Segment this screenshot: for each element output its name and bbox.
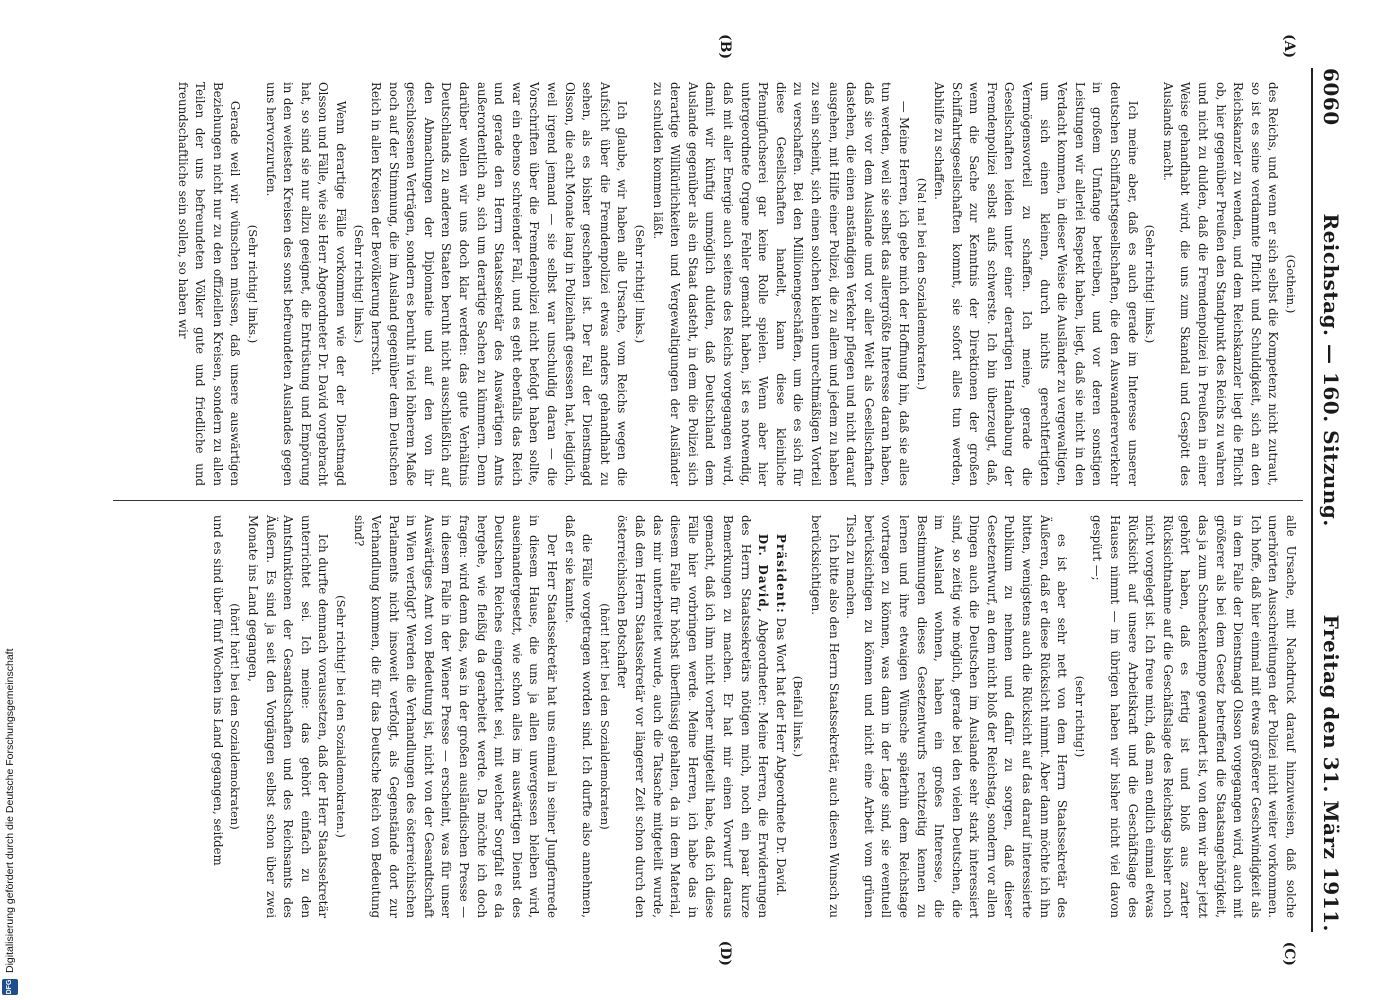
- interjection: [1070, 515, 1088, 918]
- speaker-name: Dr. David,: [756, 533, 771, 614]
- page-number: 6060: [1319, 68, 1343, 126]
- interjection: [1141, 82, 1159, 486]
- paragraph-text: Ich bitte also den Herrn Staatssekretär, auch diesen Wunsch zu berücksichtigen.: [808, 515, 841, 918]
- page-title: Reichstag. — 160. Sitzung.: [1319, 213, 1343, 527]
- interjection: [243, 82, 261, 486]
- paragraph-text: (Beifall links.): [791, 675, 806, 758]
- paragraph-text: alle Ursache, mit Nachdruck darauf hinzuweisen, daß solche unerhörten Ausschreitungen der Polizei nicht weiter vorkommen. Ich hoffe, daß hier einmal mit etwas größerer Geschwindigkeit als in dem Falle der Dienstmagd Olsson vorgegangen wird, auch mit größerer als bei dem Gesetz betreffend die Staatsangehörigkeit, das ja zum Schneckentempo gewandert ist, von dem wir aber jetzt gehört haben, daß es fertig ist und bloß aus zarter Rücksichtnahme auf die Geschäftslage des Reichstags bisher noch nicht vorgelegt ist. Ich freue mich, daß man endlich einmal etwas Rücksicht auf unsere Arbeitskraft und die Geschäftslage des Hauses nimmt — im übrigen haben wir bisher nicht viel davon gespürt —;: [1090, 515, 1298, 918]
- paragraph-text: (sehr richtig!): [1072, 675, 1087, 758]
- paragraph-text: (Sehr richtig! links.): [1143, 224, 1158, 344]
- interjection: [630, 82, 648, 486]
- dfg-logo-icon: DFG: [2, 979, 18, 995]
- paragraph-text: (Gothein.): [1284, 254, 1298, 314]
- paragraph: [771, 515, 789, 918]
- footer-credit-text: Digitalisierung gefördert durch die Deutsche Forschungsgemeinschaft: [4, 648, 16, 973]
- margin-marker-a: (A): [1281, 34, 1297, 59]
- margin-marker-c: (C): [1281, 941, 1297, 966]
- interjection: [349, 82, 367, 486]
- paragraph: [613, 515, 771, 918]
- paragraph-text: Ich glaube, wir haben alle Ursache, vom Reichs wegen die Aufsicht über die Fremdenpolizei etwas anders gehandhabt zu sehen, als es bisher geschehen ist. Der Fall der Dienstmagd Olsson, die acht Monate lang in Polizeihaft gesessen hat, lediglich, weil irgend jemand — sie selbst war unschuldig daran — die Vorschriften über die Fremdenpolizei nicht befolgt haben sollte, war ein ebenso schreiender Fall, und es geht ebenfalls das Reich und gerade den Herrn Staatssekretär des Auswärtigen Amts außerordentlich an, sich um derartige Sachen zu kümmern. Denn darüber wollen wir uns doch klar werden: das gute Verhältnis Deutschlands zu anderen Staaten beruht nicht ausschließlich auf den Abmachungen der Diplomatie und auf den von ihr geschlossenen Verträgen, sondern es beruht in viel höherem Maße noch auf der Stimmung, die im Ausland gegenüber dem Deutschen Reich in allen Kreisen der Bevölkerung herrscht.: [369, 82, 630, 486]
- header-rule: [1311, 68, 1313, 932]
- margin-marker-d: (D): [717, 940, 733, 966]
- paragraph-text: (Na! na! bei den Sozialdemokraten.): [914, 177, 929, 391]
- paragraph-text: (hört! hört! bei den Sozialdemokraten): [597, 603, 612, 830]
- footer-credit: [0, 620, 20, 995]
- paragraph: [367, 82, 631, 486]
- paragraph-text: und es sind über fünf Wochen ins Land gegangen, seitdem: [210, 515, 225, 866]
- paragraph: [349, 515, 560, 918]
- paragraph-text: Wenn derartige Fälle vorkommen wie der der Dienstmagd Olsson und Fälle, wie sie Herr Abgeordneter Dr. David vorgebracht hat, so sind sie nur allzu geeignet, die Entrüstung und Empörung in den weitesten Kreisen des sonst befreundeten Auslandes gegen uns hervorzurufen.: [263, 82, 348, 486]
- interjection: [331, 515, 349, 918]
- interjection: [1281, 82, 1299, 486]
- interjection: [226, 515, 244, 918]
- paragraph: [1088, 515, 1299, 918]
- paragraph: [560, 515, 595, 918]
- speaker-name: Präsident:: [773, 533, 788, 614]
- paragraph-text: (Sehr richtig! links.): [633, 224, 648, 344]
- interjection: [789, 515, 807, 918]
- paragraph-text: Das Wort hat der Herr Abgeordnete Dr. David.: [773, 617, 788, 897]
- paragraph-text: des Reichs, und wenn er sich selbst die Kompetenz nicht zutraut, so ist es seine verdammte Pflicht und Schuldigkeit, sich an den Reichskanzler zu wenden, und dem Reichskanzler liegt die Pflicht ob, hier gegenüber Preußen den Standpunkt des Reichs zu wahren und nicht zu dulden, daß die Fremdenpolizei in Preußen in einer Weise gehandhabt wird, die uns zum Skandal und Gespött des Auslands macht.: [1160, 82, 1281, 486]
- paragraph-text: es ist aber sehr nett von dem Herrn Staatssekretär des Äußeren, daß er diese Rücksicht nimmt. Aber dann möchte ich ihn bitten, wenigstens auch die Rücksicht auf das darauf interessierte Publikum zu nehmen und dafür zu sorgen, daß dieser Gesetzentwurf, an dem nicht bloß der Reichstag, sondern vor allen Dingen auch die Deutschen im Auslande sehr stark interessiert sind, so zeitig wie möglich, gerade bei den vielen Deutschen, die im Ausland wohnen, haben ein großes Interesse, die Bestimmungen dieses Gesetzentwurfs rechtzeitig kennen zu lernen und ihre etwaigen Wünsche späterhin dem Reichstage vortragen zu können, was dann in der Lage sind, sie eventuell berücksichtigen zu können und nicht eine Arbeit vom grünen Tisch zu machen.: [844, 515, 1070, 918]
- paragraph: [930, 82, 1141, 486]
- paragraph: [806, 515, 841, 918]
- paragraph-text: Abgeordneter: Meine Herren, die Erwiderungen des Herrn Staatssekretärs nötigen mich, noch ein paar kurze Bemerkungen zu machen. Er hat mir einen Vorwurf daraus gemacht, daß ich ihm nicht vorher mitgeteilt habe, daß ich diese Fälle hier vorbringen werde. Meine Herren, ich habe das in diesem Falle für höchst überflüssig gehalten, da in dem Material, das mir unterbreitet wurde, auch die Tatsache mitgeteilt wurde, daß dem Herrn Staatssekretär vor längerer Zeit schon durch den österreichischen Botschafter: [615, 515, 771, 918]
- paragraph: [1158, 82, 1281, 486]
- paragraph: [648, 82, 912, 486]
- paragraph-text: — Meine Herren, ich gebe mich der Hoffnung hin, daß sie alles tun werden, weil sie selbst das allergrößte Interesse daran haben, daß sie vor dem Auslande und vor aller Welt als Gesellschaften dastehen, die einen anständigen Verkehr pflegen und nicht darauf ausgehen, mit Hilfe einer Polizei, die zu allem und jedem zu haben zu sein scheint, sich einen solchen kleinen unrechtmäßigen Vorteil zu verschaffen. Bei den Millionengeschäften, um die es sich für diese Gesellschaften handelt, kann diese kleinliche Pfennigfuchserei gar keine Rolle spielen. Wenn aber hier untergeordnete Organe Fehler gemacht haben, ist es notwendig, daß mit aller Energie auch seitens des Reichs vorgegangen wird, damit wir künftig unmöglich dulden, daß Deutschland dem Auslande gegenüber als ein Staat dasteht, in dem die Polizei sich derartige Willkürlichkeiten und Vergewaltigungen der Ausländer zu schulden kommen läßt.: [650, 82, 911, 486]
- paragraph: [243, 515, 331, 918]
- page-header: [1313, 28, 1343, 972]
- page-body: [113, 28, 1343, 972]
- paragraph-text: Der Herr Staatssekretär hat uns einmal in seiner Jungfernrede in diesem Hause, die uns ja allen unvergessen bleiben wird, auseinandergesetzt, wie schon alles im auswärtigen Dienst des Deutschen Reiches eingerichtet sei, mit welcher Sorgfalt es da hergehe, wie fleißig da gearbeitet werde. Da möchte ich doch fragen: wird denn das, was in der großen ausländischen Presse — in diesem Falle in der Wiener Presse — erscheint, was für unser Auswärtiges Amt von Bedeutung ist, nicht von der Gesandtschaft in Wien verfolgt? Werden die Verhandlungen des österreichischen Parlaments nicht insoweit verfolgt, als Gegenstände dort zur Verhandlung kommen, die für das Deutsche Reich von Bedeutung sind?: [351, 515, 560, 918]
- paragraph: [261, 82, 349, 486]
- paragraph-text: die Fälle vorgetragen worden sind. Ich durfte also annehmen, daß er sie kannte.: [562, 515, 595, 918]
- footer: [2, 620, 22, 995]
- left-column: [113, 68, 1303, 500]
- paragraph: [208, 515, 226, 918]
- paragraph-text: Ich meine aber, daß es auch gerade im Interesse unserer deutschen Schiffahrtsgesellschaften, die den Auswandererverkehr in großem Umfange betreiben, und vor deren sonstigen Leistungen wir allerlei Respekt haben, liegt, daß sie nicht in den Verdacht kommen, in dieser Weise die Ausländer zu vergewaltigen, um sich einen kleinen, durch nichts gerechtfertigten Vermögensvorteil zu schaffen. Ich meine, gerade die Gesellschaften leiden unter einer derartigen Handhabung der Fremdenpolizei selbst aufs schwerste. Ich bin überzeugt, daß, wenn die Sache zur Kenntnis der Direktionen der großen Schiffahrtsgesellschaften kommt, sie sofort alles tun werden, Abhilfe zu schaffen.: [932, 82, 1140, 486]
- text-columns: [113, 68, 1303, 932]
- paragraph-text: Ich durfte demnach voraussetzen, daß der Herr Staatssekretär unterrichtet sei. Ich meine: das gehört einfach zu den Amtsfunktionen der Gesandtschaften und des Reichsamts des Äußern. Es sind ja seit den Vorgängen selbst schon über zwei Monate ins Land gegangen,: [245, 515, 331, 918]
- interjection: [595, 515, 613, 918]
- interjection: [912, 82, 930, 486]
- paragraph-text: (Sehr richtig! links.): [245, 224, 260, 344]
- paragraph: [173, 82, 243, 486]
- paragraph: [842, 515, 1071, 918]
- margin-marker-b: (B): [717, 34, 733, 60]
- right-column: [113, 500, 1303, 932]
- paragraph-text: (Sehr richtig! bei den Sozialdemokraten.): [333, 595, 348, 838]
- paragraph-text: (Sehr richtig! links.): [351, 224, 366, 344]
- paragraph-text: Gerade weil wir wünschen müssen, daß unsere auswärtigen Beziehungen nicht nur zu den offiziellen Kreisen, sondern zu allen Teilen der uns befreundeten Völker gute und friedliche und freundschaftliche sein sollen, so haben wir: [175, 82, 243, 486]
- page-date: Freitag den 31. März 1911.: [1319, 614, 1343, 932]
- paragraph-text: (hört! hört! bei den Sozialdemokraten): [228, 603, 243, 830]
